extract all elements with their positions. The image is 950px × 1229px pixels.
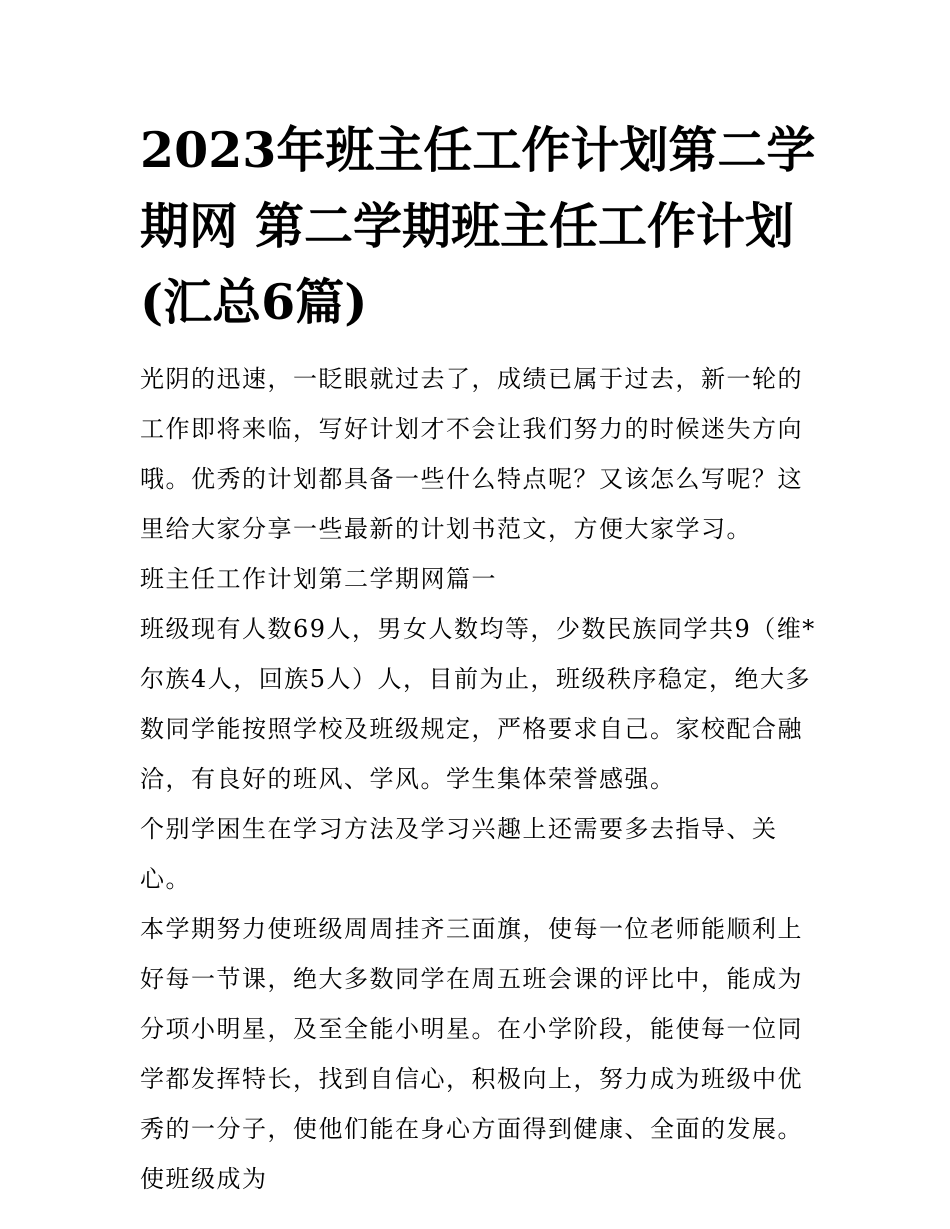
section-heading: 班主任工作计划第二学期网篇一 — [140, 565, 497, 593]
body-paragraph-1: 班级现有人数69人，男女人数均等，少数民族同学共9（维*尔族4人，回族5人）人，目前为止，班级秩序稳定，绝大多数同学能按照学校及班级规定，严格要求自己。家校配合融洽，有良好的班风、学风。学生集体荣誉感强。 — [140, 615, 816, 793]
document-body — [140, 354, 816, 1204]
intro-paragraph: 光阴的迅速，一眨眼就过去了，成绩已属于过去，新一轮的工作即将来临，写好计划才不会让我们努力的时候迷失方向哦。优秀的计划都具备一些什么特点呢？又该怎么写呢？这里给大家分享一些最新的计划书范文，方便大家学习。 — [140, 365, 803, 543]
body-paragraph-2: 个别学困生在学习方法及学习兴趣上还需要多去指导、关心。 — [140, 815, 778, 893]
document-page — [140, 112, 816, 1204]
body-paragraph-3: 本学期努力使班级周周挂齐三面旗，使每一位老师能顺利上好每一节课，绝大多数同学在周五班会课的评比中，能成为分项小明星，及至全能小明星。在小学阶段，能使每一位同学都发挥特长，找到自信心，积极向上，努力成为班级中优秀的一分子，使他们能在身心方面得到健康、全面的发展。使班级成为 — [140, 915, 803, 1193]
document-title: 2023年班主任工作计划第二学期网 第二学期班主任工作计划(汇总6篇) — [140, 121, 816, 331]
